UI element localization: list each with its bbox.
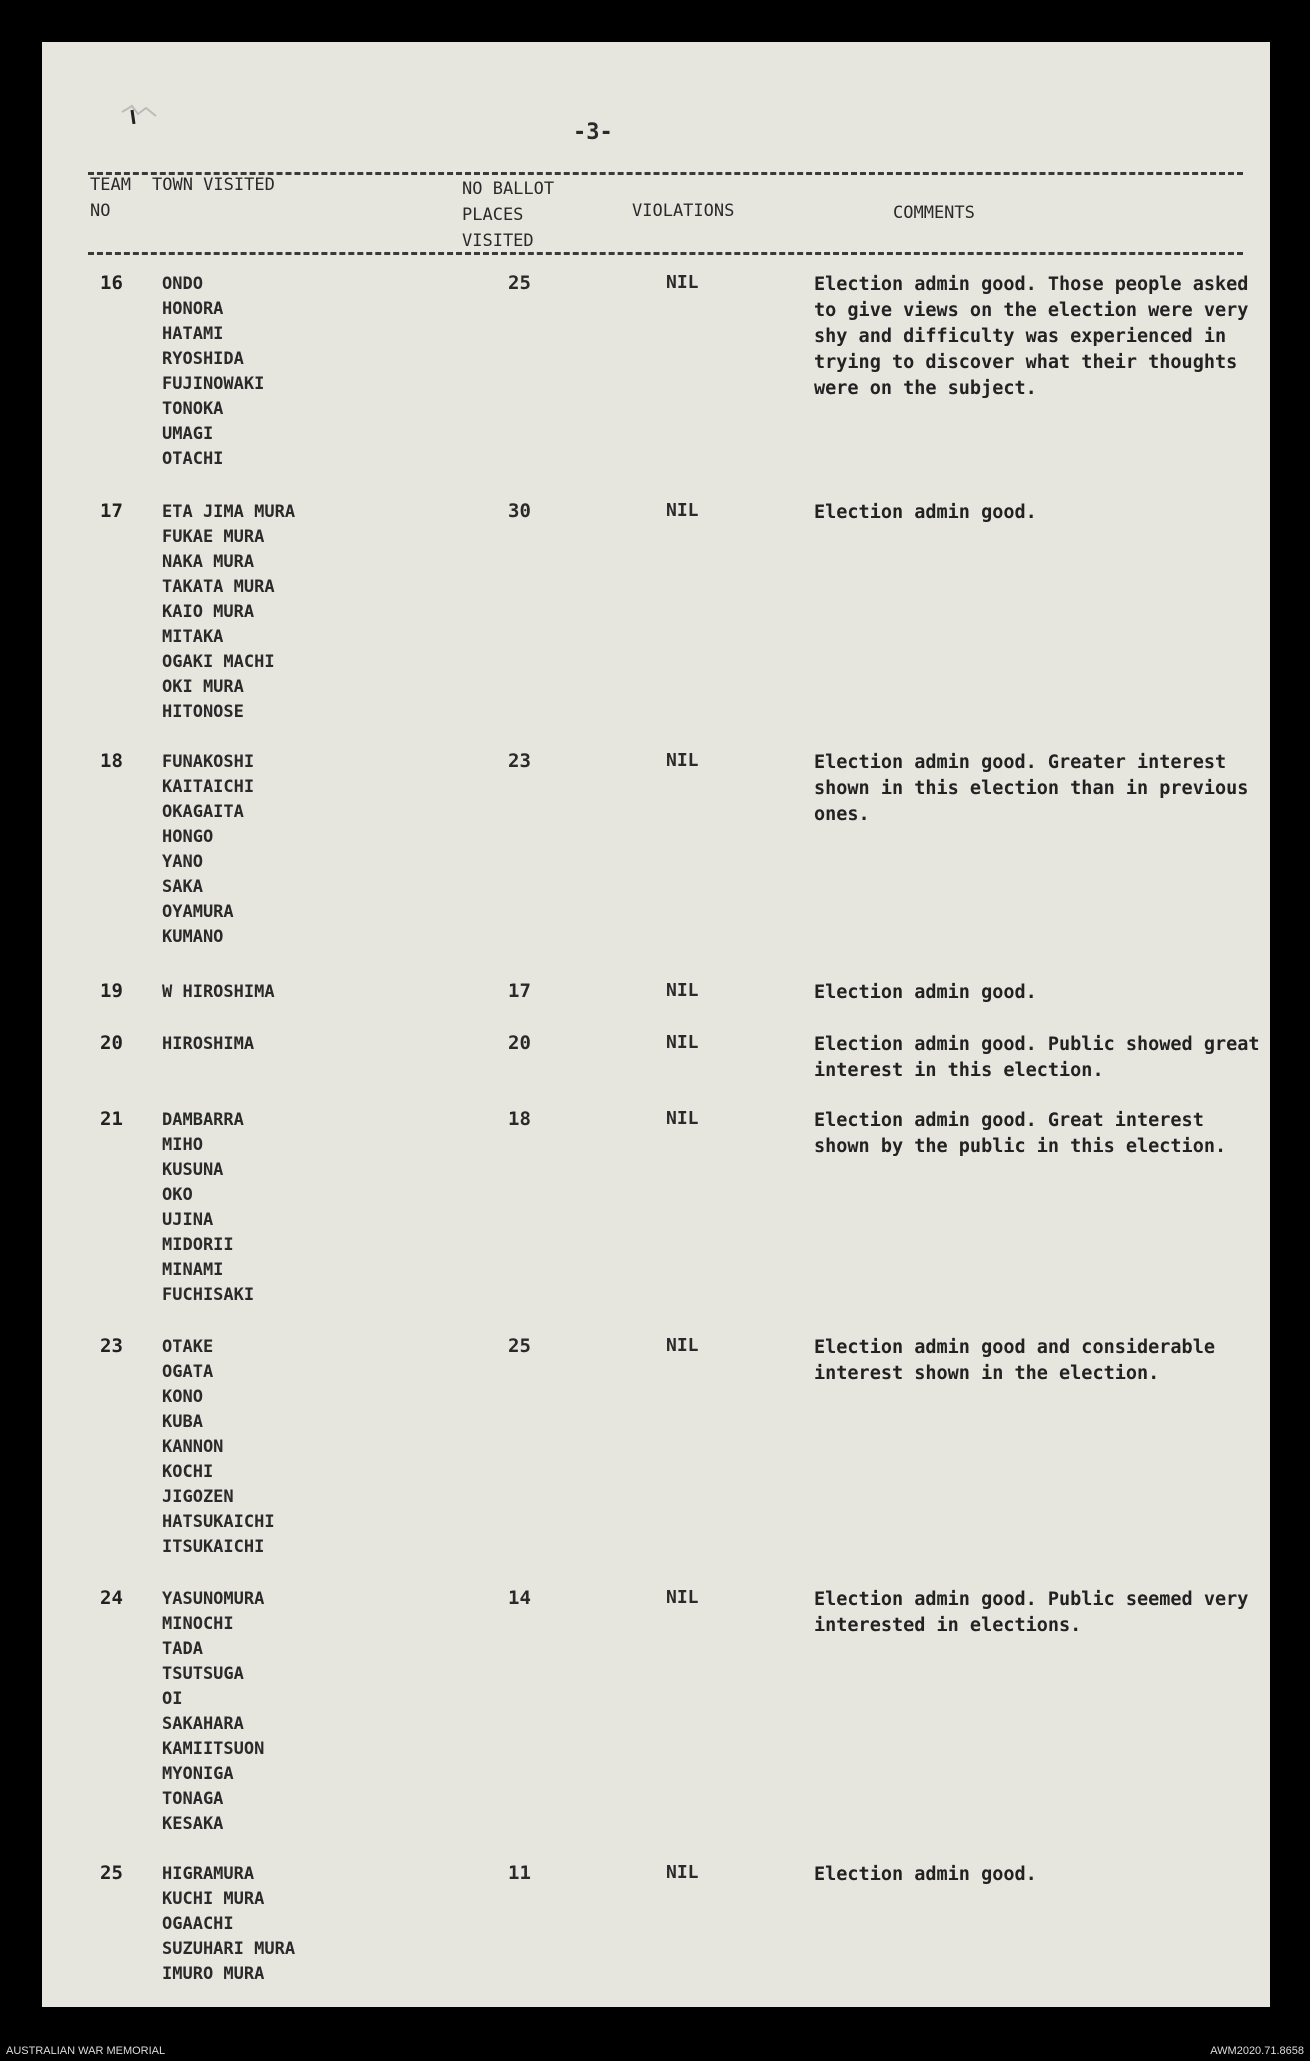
team-number: 25	[100, 1862, 123, 1884]
town-name: KUMANO	[162, 927, 224, 947]
town-name: RYOSHIDA	[162, 349, 244, 369]
town-name: TADA	[162, 1639, 203, 1659]
town-name: OKAGAITA	[162, 802, 244, 822]
town-list	[162, 1862, 295, 1987]
town-list	[162, 1335, 275, 1560]
comment-text: Election admin good. Public showed great interest in this election.	[814, 1034, 1260, 1081]
town-name: HITONOSE	[162, 702, 244, 722]
comment-text: Election admin good and considerable interest shown in the election.	[814, 1337, 1215, 1384]
town-name: KUBA	[162, 1412, 203, 1432]
town-name: TSUTSUGA	[162, 1664, 244, 1684]
town-name: KONO	[162, 1387, 203, 1407]
header-ballot-places: NO BALLOT PLACES VISITED	[462, 179, 555, 251]
team-number: 16	[100, 272, 123, 294]
town-name: SAKAHARA	[162, 1714, 244, 1734]
team-number: 20	[100, 1032, 123, 1054]
town-name: KESAKA	[162, 1814, 224, 1834]
team-number: 21	[100, 1108, 123, 1130]
town-name: UMAGI	[162, 424, 214, 444]
town-name: HIROSHIMA	[162, 1034, 255, 1054]
paper-scuff-mark	[118, 100, 160, 124]
town-name: JIGOZEN	[162, 1487, 234, 1507]
ballot-places-count: 25	[508, 1335, 531, 1357]
town-list	[162, 500, 295, 725]
town-name: FUCHISAKI	[162, 1285, 255, 1305]
town-name: MYONIGA	[162, 1764, 234, 1784]
town-name: HONGO	[162, 827, 214, 847]
town-name: HATSUKAICHI	[162, 1512, 275, 1532]
comment-text: Election admin good.	[814, 1864, 1037, 1885]
team-number: 17	[100, 500, 123, 522]
town-list	[162, 1108, 254, 1308]
comment-text: Election admin good. Public seemed very interested in elections.	[814, 1589, 1249, 1636]
header-team-no: TEAM NO	[90, 175, 131, 221]
town-name: OI	[162, 1689, 183, 1709]
town-name: SUZUHARI MURA	[162, 1939, 296, 1959]
violations-value: NIL	[666, 980, 699, 1001]
ballot-places-count: 25	[508, 272, 531, 294]
town-name: KAMIITSUON	[162, 1739, 265, 1759]
town-name: TONAGA	[162, 1789, 224, 1809]
town-name: W HIROSHIMA	[162, 982, 275, 1002]
town-name: OYAMURA	[162, 902, 234, 922]
town-list	[162, 1032, 254, 1057]
page-number: -3-	[573, 120, 613, 145]
header-comments: COMMENTS	[893, 203, 975, 223]
town-list	[162, 750, 254, 950]
header-town-visited: TOWN VISITED	[152, 175, 275, 195]
town-name: OGAKI MACHI	[162, 652, 275, 672]
violations-value: NIL	[666, 272, 699, 293]
town-name: FUKAE MURA	[162, 527, 265, 547]
town-name: KAITAICHI	[162, 777, 255, 797]
town-name: KUCHI MURA	[162, 1889, 265, 1909]
town-list	[162, 980, 275, 1005]
comment-text: Election admin good.	[814, 502, 1037, 523]
town-name: MIHO	[162, 1135, 203, 1155]
town-name: OTACHI	[162, 449, 224, 469]
town-name: OGAACHI	[162, 1914, 234, 1934]
ballot-places-count: 11	[508, 1862, 531, 1884]
header-rule-bottom	[88, 252, 1243, 255]
comment-text: Election admin good.	[814, 982, 1037, 1003]
ballot-places-count: 20	[508, 1032, 531, 1054]
town-name: KUSUNA	[162, 1160, 224, 1180]
ballot-places-count: 17	[508, 980, 531, 1002]
town-name: NAKA MURA	[162, 552, 255, 572]
ballot-places-count: 14	[508, 1587, 531, 1609]
violations-value: NIL	[666, 1862, 699, 1883]
town-name: HIGRAMURA	[162, 1864, 255, 1884]
town-name: ITSUKAICHI	[162, 1537, 265, 1557]
town-name: HATAMI	[162, 324, 224, 344]
town-name: KANNON	[162, 1437, 224, 1457]
town-name: YANO	[162, 852, 203, 872]
town-name: OKI MURA	[162, 677, 244, 697]
town-name: HONORA	[162, 299, 224, 319]
comment-text: Election admin good. Those people asked to give views on the election were very shy and difficulty was experienced in trying to discover what their thoughts were on the subject.	[814, 274, 1249, 399]
violations-value: NIL	[666, 1032, 699, 1053]
town-name: TONOKA	[162, 399, 224, 419]
town-name: ONDO	[162, 274, 203, 294]
team-number: 23	[100, 1335, 123, 1357]
town-name: KAIO MURA	[162, 602, 255, 622]
town-name: MINAMI	[162, 1260, 224, 1280]
header-violations: VIOLATIONS	[632, 201, 735, 221]
town-name: KOCHI	[162, 1462, 214, 1482]
violations-value: NIL	[666, 750, 699, 771]
ballot-places-count: 30	[508, 500, 531, 522]
town-name: SAKA	[162, 877, 203, 897]
town-name: ETA JIMA MURA	[162, 502, 296, 522]
footer-archive-id: AWM2020.71.8658	[1210, 2045, 1304, 2057]
town-name: FUJINOWAKI	[162, 374, 265, 394]
town-name: MIDORII	[162, 1235, 234, 1255]
town-name: MINOCHI	[162, 1614, 234, 1634]
town-name: DAMBARRA	[162, 1110, 244, 1130]
violations-value: NIL	[666, 1335, 699, 1356]
comment-text: Election admin good. Greater interest shown in this election than in previous ones.	[814, 752, 1249, 825]
town-name: OKO	[162, 1185, 193, 1205]
town-name: FUNAKOSHI	[162, 752, 255, 772]
comment-text: Election admin good. Great interest shown by the public in this election.	[814, 1110, 1227, 1157]
town-list	[162, 1587, 264, 1837]
ballot-places-count: 23	[508, 750, 531, 772]
town-name: TAKATA MURA	[162, 577, 275, 597]
violations-value: NIL	[666, 500, 699, 521]
town-name: OGATA	[162, 1362, 214, 1382]
town-name: IMURO MURA	[162, 1964, 265, 1984]
team-number: 19	[100, 980, 123, 1002]
town-name: YASUNOMURA	[162, 1589, 265, 1609]
town-name: UJINA	[162, 1210, 214, 1230]
footer-archive-name: AUSTRALIAN WAR MEMORIAL	[6, 2045, 166, 2057]
town-name: MITAKA	[162, 627, 224, 647]
team-number: 18	[100, 750, 123, 772]
ballot-places-count: 18	[508, 1108, 531, 1130]
team-number: 24	[100, 1587, 123, 1609]
town-list	[162, 272, 264, 472]
violations-value: NIL	[666, 1108, 699, 1129]
town-name: OTAKE	[162, 1337, 214, 1357]
violations-value: NIL	[666, 1587, 699, 1608]
